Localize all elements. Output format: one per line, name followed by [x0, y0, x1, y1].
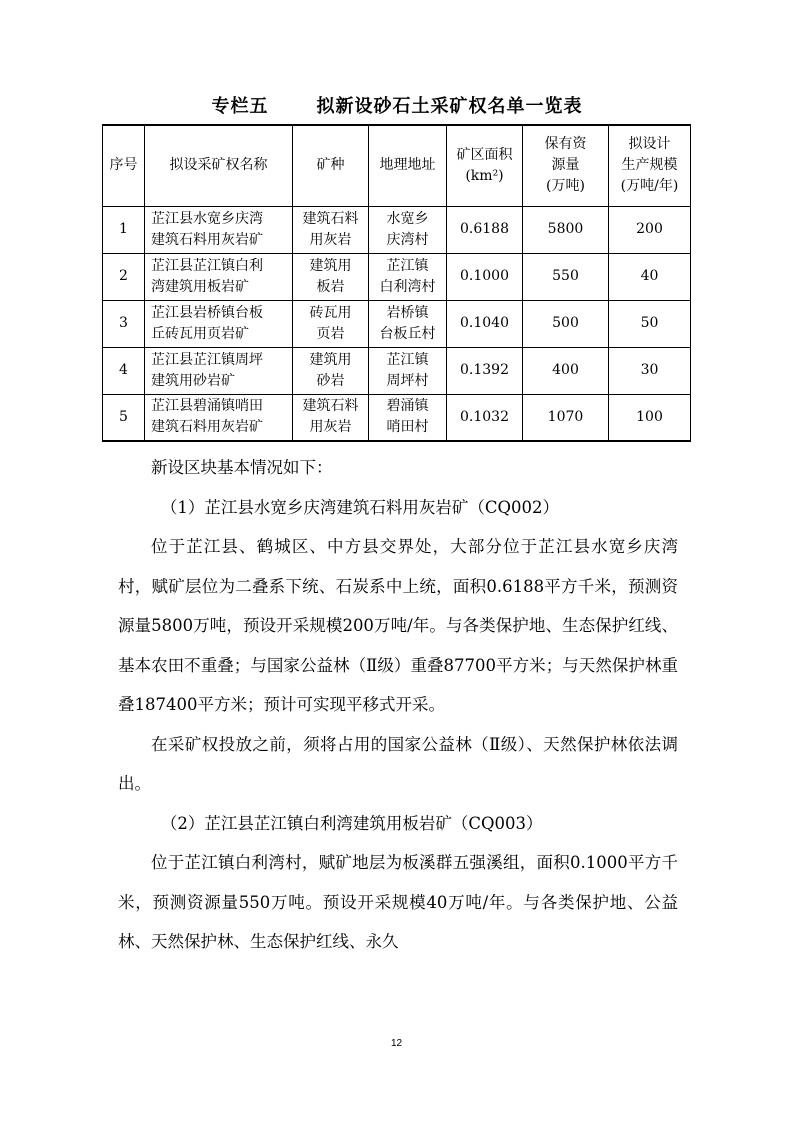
header-scale: 拟设计 生产规模 (万吨/年) — [609, 125, 691, 206]
table-title-column-label: 专栏五 — [211, 96, 269, 117]
section-2-heading: （2）芷江县芷江镇白利湾建筑用板岩矿（CQ003） — [160, 813, 543, 833]
cell-name: 芷江县芷江镇白利 湾建筑用板岩矿 — [145, 253, 293, 300]
cell-scale: 30 — [609, 347, 691, 394]
header-reserve: 保有资 源量 (万吨) — [523, 125, 609, 206]
cell-scale: 40 — [609, 253, 691, 300]
cell-mineral: 建筑用 板岩 — [293, 253, 369, 300]
body-text — [118, 448, 678, 962]
cell-reserve: 5800 — [523, 206, 609, 253]
cell-location: 芷江镇 白利湾村 — [369, 253, 447, 300]
table-row — [103, 206, 691, 253]
table-row — [103, 300, 691, 347]
cell-area: 0.1040 — [447, 300, 523, 347]
section-1-paragraph-1: 位于芷江县、鹤城区、中方县交界处，大部分位于芷江县水宽乡庆湾村，赋矿层位为二叠系下统、石炭系中上统，面积0.6188平方千米，预测资源量5800万吨，预设开采规模200万吨/年。与各类保护地、生态保护红线、基本农田不重叠；与国家公益林（Ⅱ级）重叠87700平方米；与天然保护林重叠187400平方米；预计可实现平移式开采。 — [118, 537, 678, 714]
table-title-text: 拟新设砂石土采矿权名单一览表 — [316, 96, 583, 117]
cell-reserve: 1070 — [523, 394, 609, 441]
cell-location: 岩桥镇 台板丘村 — [369, 300, 447, 347]
cell-mineral: 建筑石料 用灰岩 — [293, 394, 369, 441]
cell-seq: 1 — [103, 206, 145, 253]
cell-mineral: 建筑石料 用灰岩 — [293, 206, 369, 253]
cell-area: 0.1032 — [447, 394, 523, 441]
cell-area: 0.1000 — [447, 253, 523, 300]
mining-rights-table — [102, 124, 691, 442]
cell-location: 碧涌镇 哨田村 — [369, 394, 447, 441]
table-header-row — [103, 125, 691, 206]
cell-mineral: 建筑用 砂岩 — [293, 347, 369, 394]
cell-seq: 4 — [103, 347, 145, 394]
table-title — [102, 92, 692, 118]
cell-area: 0.1392 — [447, 347, 523, 394]
cell-seq: 2 — [103, 253, 145, 300]
section-1-heading: （1）芷江县水宽乡庆湾建筑石料用灰岩矿（CQ002） — [160, 497, 560, 517]
cell-reserve: 500 — [523, 300, 609, 347]
cell-name: 芷江县芷江镇周坪 建筑用砂岩矿 — [145, 347, 293, 394]
cell-area: 0.6188 — [447, 206, 523, 253]
cell-location: 芷江镇 周坪村 — [369, 347, 447, 394]
table-row — [103, 253, 691, 300]
cell-seq: 5 — [103, 394, 145, 441]
cell-seq: 3 — [103, 300, 145, 347]
cell-scale: 50 — [609, 300, 691, 347]
table-row — [103, 394, 691, 441]
cell-name: 芷江县水宽乡庆湾 建筑石料用灰岩矿 — [145, 206, 293, 253]
intro-paragraph: 新设区块基本情况如下： — [151, 458, 333, 477]
cell-name: 芷江县岩桥镇台板 丘砖瓦用页岩矿 — [145, 300, 293, 347]
cell-scale: 200 — [609, 206, 691, 253]
header-name: 拟设采矿权名称 — [145, 125, 293, 206]
header-mineral: 矿种 — [293, 125, 369, 206]
table-row — [103, 347, 691, 394]
cell-reserve: 550 — [523, 253, 609, 300]
page-number: 12 — [390, 1038, 403, 1049]
cell-mineral: 砖瓦用 页岩 — [293, 300, 369, 347]
section-1-paragraph-2: 在采矿权投放之前，须将占用的国家公益林（Ⅱ级）、天然保护林依法调出。 — [118, 734, 678, 793]
section-2-paragraph-1: 位于芷江镇白利湾村，赋矿地层为板溪群五强溪组，面积0.1000平方千米，预测资源量550万吨。预设开采规模40万吨/年。与各类保护地、公益林、天然保护林、生态保护红线、永久 — [118, 853, 678, 951]
cell-name: 芷江县碧涌镇哨田 建筑石料用灰岩矿 — [145, 394, 293, 441]
cell-reserve: 400 — [523, 347, 609, 394]
header-location: 地理地址 — [369, 125, 447, 206]
header-area: 矿区面积 (km²) — [447, 125, 523, 206]
cell-location: 水宽乡 庆湾村 — [369, 206, 447, 253]
header-seq: 序号 — [103, 125, 145, 206]
cell-scale: 100 — [609, 394, 691, 441]
